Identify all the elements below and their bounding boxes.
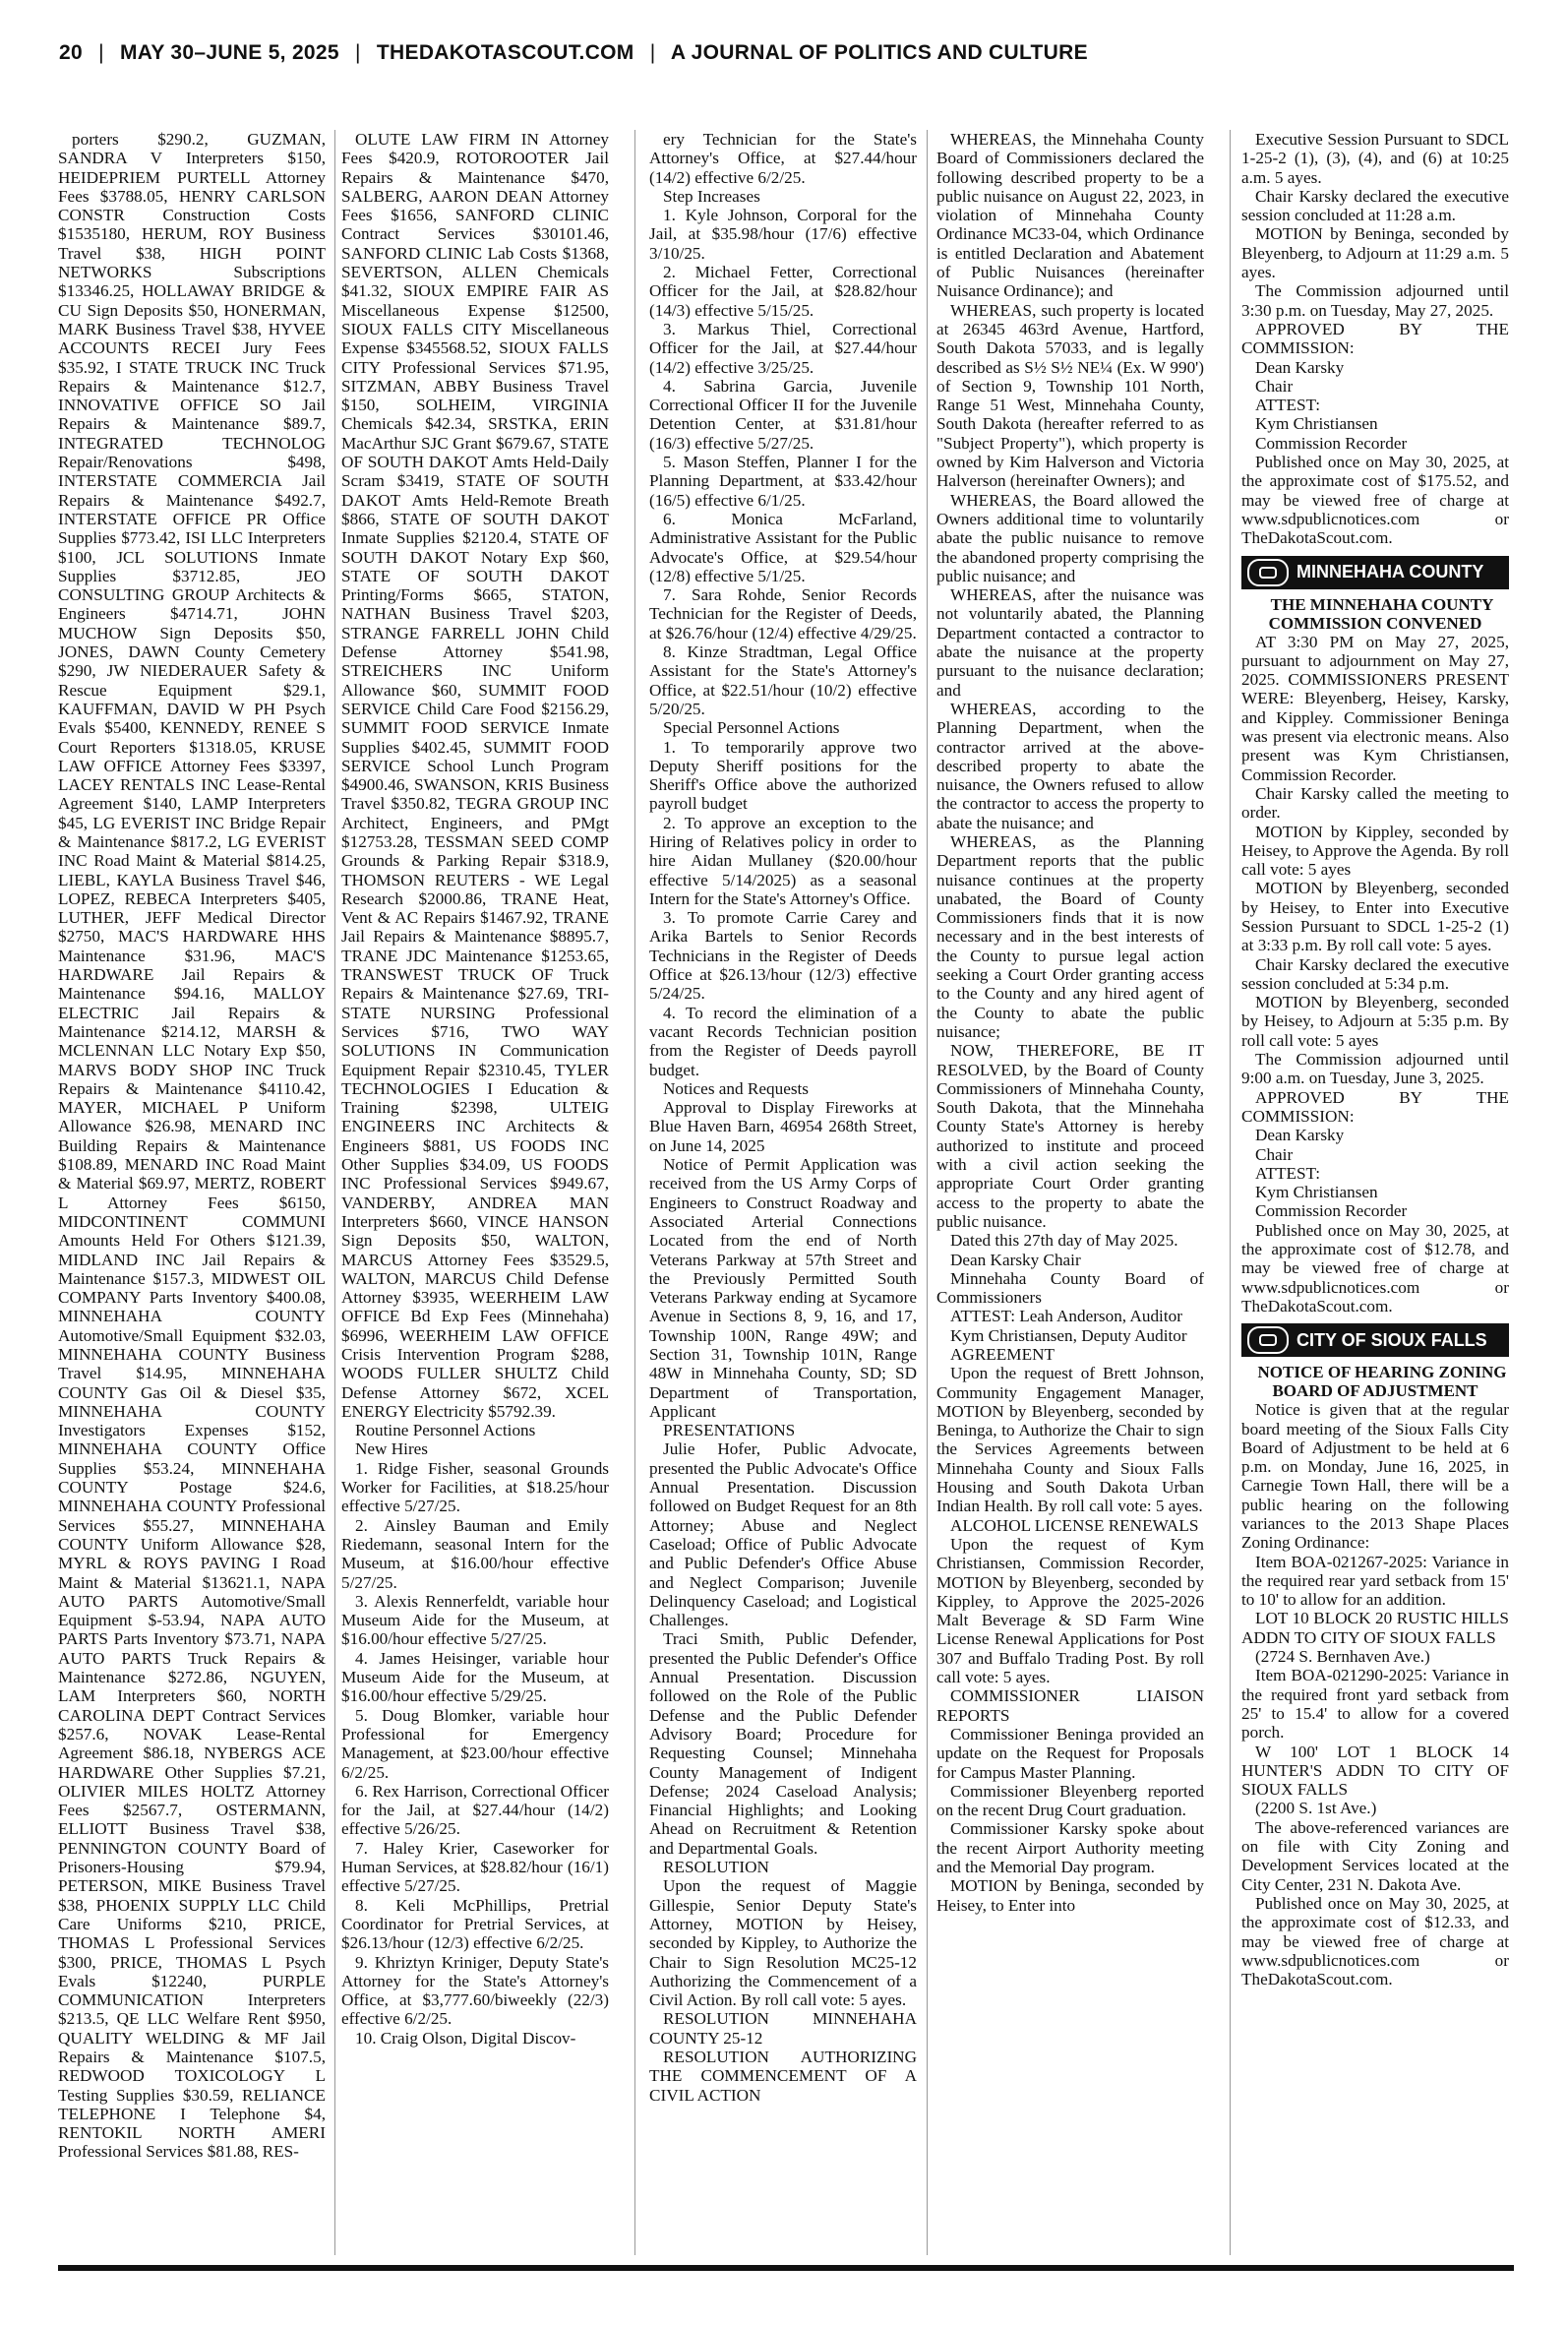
paragraph: OLUTE LAW FIRM IN Attorney Fees $420.9, ROTOROOTER Jail Repairs & Maintenance $470, SALBERG, AARON DEAN Attorney Fees $1656, SANFORD CLINIC Contract Services $30101.46, SANFORD CLINIC Lab Costs $1368, SEVERTSON, ALLEN Chemicals $41.32, SIOUX EMPIRE FAIR AS Miscellaneous Expense $12500, SIOUX FALLS CITY Miscellaneous Expense $345568.52, SIOUX FALLS CITY Professional Services $71.95, SITZMAN, ABBY Business Travel $150, SOLHEIM, VIRGINIA Chemicals $42.34, SRSTKA, ERIN MacArthur SJC Grant $679.67, STATE OF SOUTH DAKOT Amts Held-Daily Scram $3419, STATE OF SOUTH DAKOT Amts Held-Remote Breath $866, STATE OF SOUTH DAKOT Inmate Supplies $2120.4, STATE OF SOUTH DAKOT Notary Exp $60, STATE OF SOUTH DAKOT Printing/Forms $665, STATON, NATHAN Business Travel $203, STRANGE FARRELL JOHN Child Defense Attorney $541.98, STREICHERS INC Uniform Allowance $60, SUMMIT FOOD SERVICE Child Care Food $2156.29, SUMMIT FOOD SERVICE Inmate Supplies $402.45, SUMMIT FOOD SERVICE School Lunch Program $4900.46, SWANSON, KRIS Business Travel $350.82, TEGRA GROUP INC Architect, Engineers, and PMgt $12753.28, TESSMAN SEED COMP Grounds & Parking Repair $318.9, THOMSON REUTERS - WE Legal Research $2000.86, TRANE Heat, Vent & AC Repairs $1467.92, TRANE Jail Repairs & Maintenance $8895.7, TRANE JDC Maintenance $1253.65, TRANSWEST TRUCK OF Truck Repairs & Maintenance $27.69, TRI-STATE NURSING Professional Services $716, TWO WAY SOLUTIONS IN Communication Equipment Repair $2310.45, TYLER TECHNOLOGIES I Education & Training $2398, ULTEIG ENGINEERS INC Architects & Engineers $881, US FOODS INC Other Supplies $34.09, US FOODS INC Professional Services $949.67, VANDERBY, ANDREA MAN Interpreters $660, VINCE HANSON Sign Deposits $50, WALTON, MARCUS Attorney Fees $3529.5, WALTON, MARCUS Child Defense Attorney $3935, WEERHEIM LAW OFFICE Bd Exp Fees (Minnehaha) $6996, WEERHEIM LAW OFFICE Crisis Intervention Program $288, WOODS FULLER SHULTZ Child Defense Attorney $672, XCEL ENERGY Electricity $5792.39.	[341, 130, 609, 1421]
paragraph: 4. To record the elimination of a vacant Records Technician position from the Register of Deeds payroll budget.	[649, 1003, 917, 1079]
paragraph: The Commission adjourned until 3:30 p.m. on Tuesday, May 27, 2025.	[1241, 281, 1509, 320]
paragraph: Kym Christiansen	[1255, 414, 1378, 434]
paragraph: ATTEST: Leah Anderson, Auditor	[950, 1307, 1182, 1326]
paragraph: LOT 10 BLOCK 20 RUSTIC HILLS ADDN TO CITY OF SIOUX FALLS	[1241, 1609, 1509, 1647]
paragraph: PRESENTATIONS	[663, 1421, 796, 1440]
paragraph: 10. Craig Olson, Digital Discov-	[355, 2028, 576, 2048]
paragraph: Minnehaha County Board of Commissioners	[936, 1268, 1204, 1308]
site-name[interactable]: THEDAKOTASCOUT.COM	[376, 41, 634, 64]
paragraph: WHEREAS, after the nuisance was not voluntarily abated, the Planning Department contacted a contractor to abate the nuisance at the property pursuant to the nuisance declaration; and	[936, 585, 1204, 700]
paragraph: 9. Khriztyn Kriniger, Deputy State's Attorney for the State's Attorney's Office, at $3,777.60/biweekly (22/3) effective 6/2/25.	[341, 1952, 609, 2029]
paragraph: New Hires	[355, 1439, 428, 1459]
paragraph: Upon the request of Maggie Gillespie, Senior Deputy State's Attorney, MOTION by Heisey, seconded by Kippley, to Authorize the Chair to Sign Resolution MC25-12 Authorizing the Commencement of a Civil Action. By roll call vote: 5 ayes.	[649, 1876, 917, 2010]
column-divider	[927, 130, 928, 2255]
city-seal-icon	[1247, 1326, 1289, 1354]
paragraph: 8. Keli McPhillips, Pretrial Coordinator for Pretrial Services, at $26.13/hour (12/3) effective 6/2/25.	[341, 1895, 609, 1953]
paragraph: W 100' LOT 1 BLOCK 14 HUNTER'S ADDN TO CITY OF SIOUX FALLS	[1241, 1742, 1509, 1800]
paragraph: Chair	[1255, 376, 1294, 396]
column-1	[58, 130, 326, 2255]
paragraph: WHEREAS, as the Planning Department reports that the public nuisance continues at the property unabated, the Board of County Commissioners finds that it is now necessary and in the best interests of the County to pursue legal action seeking a Court Order granting access to the County and any hired agent of the County to abate the public nuisance;	[936, 831, 1204, 1041]
paragraph: Dean Karsky Chair	[950, 1250, 1081, 1269]
paragraph: Upon the request of Brett Johnson, Community Engagement Manager, MOTION by Bleyenberg, seconded by Beninga, to Authorize the Chair to sign the Services Agreements between Minnehaha County and Sioux Falls Housing and South Dakota Urban Indian Health. By roll call vote: 5 ayes.	[936, 1364, 1204, 1516]
paragraph: RESOLUTION	[663, 1858, 769, 1877]
paragraph: APPROVED BY THE COMMISSION:	[1241, 319, 1509, 358]
paragraph: APPROVED BY THE COMMISSION:	[1241, 1087, 1509, 1126]
paragraph: AGREEMENT	[950, 1345, 1055, 1364]
column-divider	[634, 130, 635, 2255]
county-seal-icon	[1247, 559, 1289, 586]
paragraph: WHEREAS, such property is located at 26345 463rd Avenue, Hartford, South Dakota 57033, and is legally described as S½ S½ NE¼ (Ex. W 990') of Section 9, Township 101 North, Range 51 West, Minnehaha County, South Dakota (hereafter referred to as "Subject Property"), which property is owned by Kim Halverson and Victoria Halverson (hereinafter Owners); and	[936, 300, 1204, 491]
paragraph: Commissioner Beninga provided an update on the Request for Proposals for Campus Master Planning.	[936, 1724, 1204, 1782]
paragraph: Commission Recorder	[1255, 1201, 1408, 1221]
paragraph: 4. Sabrina Garcia, Juvenile Correctional Officer II for the Juvenile Detention Center, at $31.81/hour (16/3) effective 5/27/25.	[649, 376, 917, 453]
paragraph: Traci Smith, Public Defender, presented the Public Defender's Office Annual Presentation. Discussion followed on the Role of the Public Defense and the Public Defender Advisory Board; Procedure for Requesting Counsel; Minnehaha County Management of Indigent Defense; 2024 Caseload Analysis; Financial Highlights; and Looking Ahead on Recruitment & Retention and Departmental Goals.	[649, 1629, 917, 1858]
paragraph: 6. Rex Harrison, Correctional Officer for the Jail, at $27.44/hour (14/2) effective 5/26/25.	[341, 1781, 609, 1839]
column-2	[341, 130, 609, 2255]
paragraph: 7. Haley Krier, Caseworker for Human Services, at $28.82/hour (16/1) effective 5/27/25.	[341, 1838, 609, 1896]
paragraph: (2724 S. Bernhaven Ave.)	[1255, 1647, 1430, 1667]
paragraph: COMMISSIONER LIAISON REPORTS	[936, 1686, 1204, 1725]
paragraph: 5. Mason Steffen, Planner I for the Planning Department, at $33.42/hour (16/5) effective 6/1/25.	[649, 453, 917, 510]
paragraph: MOTION by Bleyenberg, seconded by Heisey, to Enter into Executive Session Pursuant to SDCL 1-25-2 (1) at 3:33 p.m. By roll call vote: 5 ayes.	[1241, 879, 1509, 955]
header-separator: |	[649, 41, 656, 64]
paragraph: Chair Karsky declared the executive session concluded at 5:34 p.m.	[1241, 954, 1509, 993]
paragraph: Routine Personnel Actions	[355, 1421, 536, 1440]
paragraph: The Commission adjourned until 9:00 a.m. on Tuesday, June 3, 2025.	[1241, 1050, 1509, 1088]
paragraph: MOTION by Beninga, seconded by Heisey, to Enter into	[936, 1876, 1204, 1915]
paragraph: 8. Kinze Stradtman, Legal Office Assistant for the State's Attorney's Office, at $22.51/hour (10/2) effective 5/20/25.	[649, 642, 917, 718]
paragraph: Kym Christiansen	[1255, 1183, 1378, 1202]
paragraph: Chair	[1255, 1144, 1294, 1164]
paragraph: WHEREAS, the Board allowed the Owners additional time to voluntarily abate the public nuisance to remove the abandoned property comprising the public nuisance; and	[936, 490, 1204, 585]
paragraph: Step Increases	[663, 186, 760, 206]
paragraph: porters $290.2, GUZMAN, SANDRA V Interpreters $150, HEIDEPRIEM PURTELL Attorney Fees $3788.05, HENRY CARLSON CONSTR Construction Costs $1535180, HERUM, ROY Business Travel $38, HIGH POINT NETWORKS Subscriptions $13346.25, HOLLAWAY BRIDGE & CU Sign Deposits $50, HONERMAN, MARK Business Travel $38, HYVEE ACCOUNTS RECEI Jury Fees $35.92, I STATE TRUCK INC Truck Repairs & Maintenance $12.7, INNOVATIVE OFFICE SO Jail Repairs & Maintenance $89.7, INTEGRATED TECHNOLOG Repair/Renovations $498, INTERSTATE COMMERCIA Jail Repairs & Maintenance $492.7, INTERSTATE OFFICE PR Office Supplies $773.42, ISI LLC Interpreters $100, JCL SOLUTIONS Inmate Supplies $3712.85, JEO CONSULTING GROUP Architects & Engineers $4714.71, JOHN MUCHOW Sign Deposits $50, JONES, DAWN County Cemetery $290, JW NIEDERAUER Safety & Rescue Equipment $29.1, KAUFFMAN, DAVID W PH Psych Evals $5400, KENNEDY, RENEE S Court Reporters $1318.05, KRUSE LAW OFFICE Attorney Fees $3397, LACEY RENTALS INC Lease-Rental Agreement $140, LAMP Interpreters $45, LG EVERIST INC Bridge Repair & Maintenance $817.2, LG EVERIST INC Road Maint & Material $814.25, LIEBL, KAYLA Business Travel $46, LOPEZ, REBECA Interpreters $405, LUTHER, JEFF Medical Director $2750, MAC'S HARDWARE HHS Maintenance $31.96, MAC'S HARDWARE Jail Repairs & Maintenance $94.16, MALLOY ELECTRIC Jail Repairs & Maintenance $214.12, MARSH & MCLENNAN LLC Notary Exp $50, MARVS BODY SHOP INC Truck Repairs & Maintenance $4110.42, MAYER, MICHAEL P Uniform Allowance $26.98, MENARD INC Building Repairs & Maintenance $108.89, MENARD INC Road Maint & Material $69.97, MERTZ, ROBERT L Attorney Fees $6150, MIDCONTINENT COMMUNI Amounts Held For Others $121.39, MIDLAND INC Jail Repairs & Maintenance $157.3, MIDWEST OIL COMPANY Parts Inventory $400.08, MINNEHAHA COUNTY Automotive/Small Equipment $32.03, MINNEHAHA COUNTY Business Travel $14.95, MINNEHAHA COUNTY Gas Oil & Diesel $35, MINNEHAHA COUNTY Investigators Expenses $152, MINNEHAHA COUNTY Office Supplies $53.24, MINNEHAHA COUNTY Postage $24.6, MINNEHAHA COUNTY Professional Services $55.27, MINNEHAHA COUNTY Uniform Allowance $28, MYRL & ROYS PAVING I Road Maint & Material $13621.1, NAPA AUTO PARTS Automotive/Small Equipment $-53.94, NAPA AUTO PARTS Parts Inventory $73.71, NAPA AUTO PARTS Truck Repairs & Maintenance $272.86, NGUYEN, LAM Interpreters $60, NORTH CAROLINA DEPT Contract Services $257.6, NOVAK Lease-Rental Agreement $86.18, NYBERGS ACE HARDWARE Other Supplies $7.21, OLIVIER MILES HOLTZ Attorney Fees $2567.7, OSTERMANN, ELLIOTT Business Travel $38, PENNINGTON COUNTY Board of Prisoners-Housing $79.94, PETERSON, MIKE Business Travel $38, PHOENIX SUPPLY LLC Child Care Uniforms $210, PRICE, THOMAS L Professional Services $300, PRICE, THOMAS L Psych Evals $12240, PURPLE COMMUNICATION Interpreters $213.5, QE LLC Welfare Rent $950, QUALITY WELDING & MF Jail Repairs & Maintenance $107.5, REDWOOD TOXICOLOGY L Testing Supplies $30.59, RELIANCE TELEPHONE I Telephone $4, RENTOKIL NORTH AMERI Professional Services $81.88, RES-	[58, 130, 326, 2162]
paragraph: WHEREAS, the Minnehaha County Board of Commissioners declared the following described property to be a public nuisance on August 22, 2023, in violation of Minnehaha County Ordinance MC33-04, which Ordinance is entitled Declaration and Abatement of Public Nuisances (hereinafter Nuisance Ordinance); and	[936, 130, 1204, 301]
paragraph: 1. To temporarily approve two Deputy Sheriff positions for the Sheriff's Office above the authorized payroll budget	[649, 737, 917, 814]
paragraph: (2200 S. 1st Ave.)	[1255, 1799, 1377, 1818]
paragraph: ALCOHOL LICENSE RENEWALS	[950, 1515, 1199, 1535]
notice-block-bottom	[1241, 1400, 1509, 1988]
paragraph: Commissioner Karsky spoke about the recent Airport Authority meeting and the Memorial Day program.	[936, 1819, 1204, 1877]
notice-headline: NOTICE OF HEARING ZONING BOARD OF ADJUSTMENT	[1257, 1363, 1507, 1401]
paragraph: RESOLUTION MINNEHAHA COUNTY 25-12	[649, 2009, 917, 2048]
paragraph: Notice of Permit Application was received from the US Army Corps of Engineers to Construct Roadway and Associated Arterial Connections Located from the end of North Veterans Parkway at 57th Street and the Previously Permitted South Veterans Parkway ending at Sycamore Avenue in Sections 8, 9, 16, and 17, Township 100N, Range 49W; and Section 31, Township 101N, Range 48W in Minnehaha County, SD; SD Department of Transportation, Applicant	[649, 1155, 917, 1421]
paragraph: ery Technician for the State's Attorney's Office, at $27.44/hour (14/2) effective 6/2/25.	[649, 130, 917, 187]
paragraph: ATTEST:	[1255, 396, 1320, 415]
column-divider	[334, 130, 335, 2255]
paragraph: Item BOA-021267-2025: Variance in the required rear yard setback from 15' to 10' to allow for an addition.	[1241, 1552, 1509, 1610]
paragraph: Notice is given that at the regular board meeting of the Sioux Falls City Board of Adjustment to be held at 6 p.m. on Monday, June 16, 2025, in Carnegie Town Hall, there will be a public hearing on the following variances to the 2013 Shape Places Zoning Ordinance:	[1241, 1400, 1509, 1553]
notice-headline: THE MINNEHAHA COUNTY COMMISSION CONVENED	[1268, 594, 1494, 633]
paragraph: MOTION by Kippley, seconded by Heisey, to Approve the Agenda. By roll call vote: 5 ayes	[1241, 822, 1509, 880]
paragraph: 2. Ainsley Bauman and Emily Riedemann, seasonal Intern for the Museum, at $16.00/hour effective 5/27/25.	[341, 1515, 609, 1592]
paragraph: Published once on May 30, 2025, at the approximate cost of $12.78, and may be viewed free of charge at www.sdpublicnotices.com or TheDakotaScout.com.	[1241, 1220, 1509, 1315]
banner-title: CITY OF SIOUX FALLS	[1297, 1329, 1487, 1350]
issue-date: MAY 30–JUNE 5, 2025	[120, 41, 339, 64]
paragraph: 1. Ridge Fisher, seasonal Grounds Worker for Facilities, at $18.25/hour effective 5/27/25.	[341, 1458, 609, 1516]
section-banner-sioux-falls	[1241, 1323, 1509, 1357]
paragraph: 6. Monica McFarland, Administrative Assistant for the Public Advocate's Office, at $29.54/hour (12/8) effective 5/1/25.	[649, 509, 917, 585]
paragraph: 1. Kyle Johnson, Corporal for the Jail, at $35.98/hour (17/6) effective 3/10/25.	[649, 206, 917, 263]
paragraph: Dean Karsky	[1255, 357, 1345, 377]
paragraph: Special Personnel Actions	[663, 718, 840, 738]
section-banner-minnehaha	[1241, 556, 1509, 589]
paragraph: Published once on May 30, 2025, at the approximate cost of $12.33, and may be viewed free of charge at www.sdpublicnotices.com or TheDakotaScout.com.	[1241, 1893, 1509, 1989]
tagline: A JOURNAL OF POLITICS AND CULTURE	[670, 41, 1088, 64]
paragraph: 3. Markus Thiel, Correctional Officer for the Jail, at $27.44/hour (14/2) effective 3/25/25.	[649, 319, 917, 377]
paragraph: Commission Recorder	[1255, 433, 1408, 453]
paragraph: 4. James Heisinger, variable hour Museum Aide for the Museum, at $16.00/hour effective 5/29/25.	[341, 1648, 609, 1706]
paragraph: RESOLUTION AUTHORIZING THE COMMENCEMENT OF A CIVIL ACTION	[649, 2047, 917, 2105]
paragraph: Chair Karsky declared the executive session concluded at 11:28 a.m.	[1241, 186, 1509, 225]
paragraph: Commissioner Bleyenberg reported on the recent Drug Court graduation.	[936, 1781, 1204, 1820]
paragraph: NOW, THEREFORE, BE IT RESOLVED, by the Board of County Commissioners of Minnehaha County, South Dakota, that the Minnehaha County State's Attorney is hereby authorized to institute and proceed with a civil action seeking the appropriate Court Order granting access to the property to abate the public nuisance.	[936, 1041, 1204, 1231]
paragraph: MOTION by Bleyenberg, seconded by Heisey, to Adjourn at 5:35 p.m. By roll call vote: 5 ayes	[1241, 993, 1509, 1050]
paragraph: Dated this 27th day of May 2025.	[950, 1231, 1178, 1251]
header-separator: |	[355, 41, 361, 64]
paragraph: Dean Karsky	[1255, 1126, 1345, 1145]
paragraph: 2. To approve an exception to the Hiring of Relatives policy in order to hire Aidan Mullaney ($20.00/hour effective 5/14/2025) as a seasonal Intern for the State's Attorney's Office.	[649, 813, 917, 908]
column-3	[649, 130, 917, 2255]
paragraph: 5. Doug Blomker, variable hour Professional for Emergency Management, at $23.00/hour effective 6/2/25.	[341, 1705, 609, 1782]
notice-block-mid	[1241, 633, 1509, 1316]
paragraph: The above-referenced variances are on file with City Zoning and Development Services located at the City Center, 231 N. Dakota Ave.	[1241, 1817, 1509, 1894]
page-number: 20	[59, 41, 83, 64]
paragraph: Published once on May 30, 2025, at the approximate cost of $175.52, and may be viewed free of charge at www.sdpublicnotices.com or TheDakotaScout.com.	[1241, 453, 1509, 548]
paragraph: Approval to Display Fireworks at Blue Haven Barn, 46954 268th Street, on June 14, 2025	[649, 1098, 917, 1155]
paragraph: Notices and Requests	[663, 1078, 809, 1098]
paragraph: 3. Alexis Rennerfeldt, variable hour Museum Aide for the Museum, at $16.00/hour effective 5/27/25.	[341, 1591, 609, 1649]
notice-block-top	[1241, 130, 1509, 548]
column-divider	[1230, 130, 1231, 2255]
paragraph: Chair Karsky called the meeting to order.	[1241, 783, 1509, 823]
paragraph: Kym Christiansen, Deputy Auditor	[950, 1325, 1187, 1345]
paragraph: 2. Michael Fetter, Correctional Officer for the Jail, at $28.82/hour (14/3) effective 5/15/25.	[649, 263, 917, 320]
paragraph: Upon the request of Kym Christiansen, Commission Recorder, MOTION by Bleyenberg, seconded by Kippley, to Approve the 2025-2026 Malt Beverage & SD Farm Wine License Renewal Applications for Post 307 and Buffalo Trading Post. By roll call vote: 5 ayes.	[936, 1534, 1204, 1687]
column-5	[1241, 130, 1509, 2255]
paragraph: 7. Sara Rohde, Senior Records Technician for the Register of Deeds, at $26.76/hour (12/4) effective 4/29/25.	[649, 585, 917, 642]
footer-rule	[58, 2265, 1514, 2271]
paragraph: ATTEST:	[1255, 1163, 1320, 1183]
paragraph: WHEREAS, according to the Planning Department, when the contractor arrived at the above- described property to abate the nuisance, the Owners refused to allow the contractor to access the property to abate the nuisance; and	[936, 699, 1204, 832]
paragraph: Item BOA-021290-2025: Variance in the required front yard setback from 25' to 15.4' to allow for a covered porch.	[1241, 1666, 1509, 1743]
banner-title: MINNEHAHA COUNTY	[1297, 561, 1484, 581]
paragraph: 3. To promote Carrie Carey and Arika Bartels to Senior Records Technicians in the Register of Deeds Office at $26.13/hour (12/3) effective 5/24/25.	[649, 908, 917, 1004]
paragraph: MOTION by Beninga, seconded by Bleyenberg, to Adjourn at 11:29 a.m. 5 ayes.	[1241, 224, 1509, 282]
page-header	[59, 41, 1515, 65]
paragraph: Executive Session Pursuant to SDCL 1-25-2 (1), (3), (4), and (6) at 10:25 a.m. 5 ayes.	[1241, 130, 1509, 187]
column-4	[936, 130, 1204, 2255]
header-separator: |	[98, 41, 104, 64]
paragraph: Julie Hofer, Public Advocate, presented the Public Advocate's Office Annual Presentation. Discussion followed on Budget Request for an 8th Attorney; Abuse and Neglect Caseload; Office of Public Advocate and Public Defender's Office Abuse and Neglect Comparison; Juvenile Delinquency Caseload; and Logistical Challenges.	[649, 1439, 917, 1630]
paragraph: AT 3:30 PM on May 27, 2025, pursuant to adjournment on May 27, 2025. COMMISSIONERS PRESENT WERE: Bleyenberg, Heisey, Karsky, and Kippley. Commissioner Beninga was present via electronic means. Also present was Kym Christiansen, Commission Recorder.	[1241, 632, 1509, 784]
